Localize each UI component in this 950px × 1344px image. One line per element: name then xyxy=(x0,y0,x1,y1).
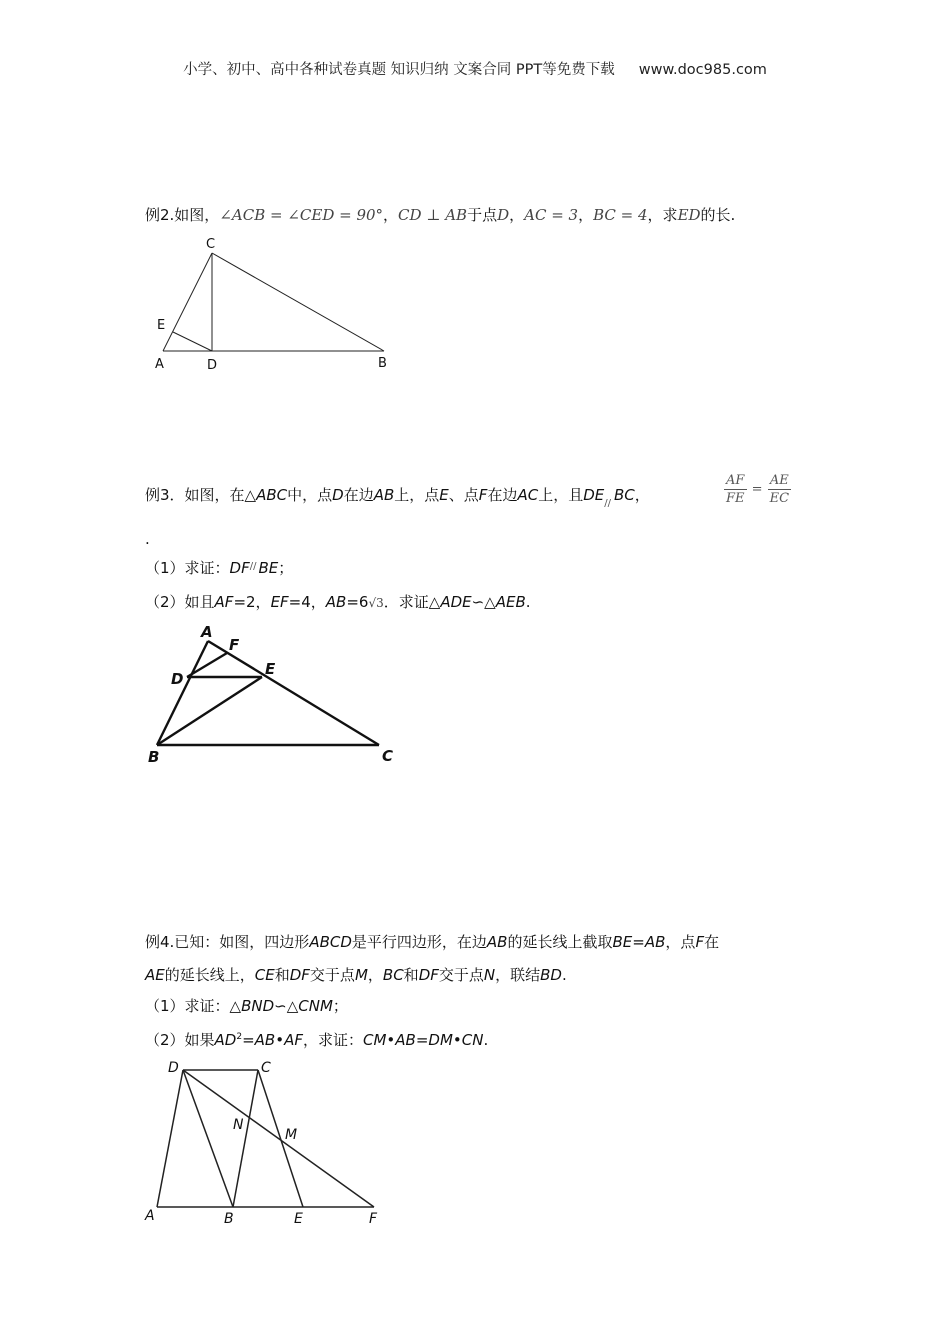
ex4-q2-sup: 2 xyxy=(236,1032,243,1042)
ex3-frac-eq: = xyxy=(751,482,763,497)
ex2-cond4: BC = 4 xyxy=(593,206,648,224)
ex4-q1-end: ； xyxy=(332,997,348,1015)
ex2-sep2: ， xyxy=(509,206,525,224)
ex4-l1-be: BE xyxy=(612,933,633,951)
ex3-q1-parallel: // xyxy=(249,561,257,572)
ex3-t3: 上，点 xyxy=(394,486,440,504)
ex3-label-a: A xyxy=(201,623,213,641)
ex3-q2-af-val: =2， xyxy=(233,593,271,611)
ex4-l2-t7: ，联结 xyxy=(495,966,541,984)
ex4-seg-ad xyxy=(157,1070,183,1207)
ex3-dot: . xyxy=(145,530,150,548)
ex4-l2-bc: BC xyxy=(382,966,404,984)
ex2-label-b: B xyxy=(378,356,387,371)
ex4-label-d: D xyxy=(168,1060,179,1076)
ex3-frac2-den: EC xyxy=(769,491,790,506)
ex3-frac1 xyxy=(724,472,747,507)
ex3-frac2 xyxy=(768,472,791,507)
ex2-target: ED xyxy=(677,206,701,224)
ex3-q2-ab: AB xyxy=(325,593,347,611)
ex4-label-e: E xyxy=(294,1211,303,1227)
ex3-pf: F xyxy=(478,486,488,504)
ex2-lead: 例2.如图， xyxy=(145,206,220,224)
ex3-q2-t1: ADE xyxy=(440,593,472,611)
ex4-l2-end: . xyxy=(561,966,567,984)
ex3-q1-lead: （1）求证： xyxy=(145,559,230,577)
ex4-l1-f: F xyxy=(695,933,705,951)
ex2-label-a: A xyxy=(155,357,164,372)
ex3-q1-b: BE xyxy=(258,559,279,577)
ex4-q2-eq: = xyxy=(242,1031,255,1049)
ex3-q2-t2: AEB xyxy=(495,593,526,611)
ex4-l2-t3: 交于点 xyxy=(309,966,355,984)
ex4-l2-ce: CE xyxy=(254,966,275,984)
ex4-q2-rhs: AB•AF xyxy=(254,1031,303,1049)
ex4-q1-sim: ∽△ xyxy=(274,997,299,1015)
ex3-q2-sim: ∽△ xyxy=(471,593,496,611)
ex3-parallel-sign: // xyxy=(604,498,611,509)
ex2-sep1: ， xyxy=(383,206,399,224)
ex3-q2-lead: （2）如且 xyxy=(145,593,215,611)
ex2-seg-ed xyxy=(173,332,212,351)
ex3-t5: 在边 xyxy=(487,486,518,504)
ex2-ask: ，求 xyxy=(647,206,678,224)
ex2-point-d: D xyxy=(497,206,510,224)
ex4-q2-end: . xyxy=(483,1031,489,1049)
ex4-label-m: M xyxy=(285,1127,298,1143)
ex4-line1 xyxy=(145,931,719,953)
ex4-l1-ab: AB xyxy=(486,933,508,951)
ex3-sab: AB xyxy=(373,486,395,504)
ex3-label-e: E xyxy=(265,660,276,678)
ex3-t6: 上，且 xyxy=(538,486,584,504)
ex4-l2-ae: AE xyxy=(145,966,165,984)
ex3-label-d: D xyxy=(171,670,184,688)
ex3-question xyxy=(145,484,650,515)
ex2-sep3: ， xyxy=(578,206,594,224)
ex3-pe: E xyxy=(439,486,449,504)
ex3-q1-a: DF xyxy=(229,559,250,577)
ex4-l2-t5: 和 xyxy=(403,966,419,984)
ex2-label-d: D xyxy=(207,358,218,373)
ex4-q1-t1: BND xyxy=(241,997,275,1015)
ex3-q2-mid: ．求证△ xyxy=(383,593,441,611)
ex4-l1-t5: 在 xyxy=(704,933,720,951)
ex2-seg-cb xyxy=(212,253,384,351)
ex3-q2-ab-val: =6 xyxy=(346,593,369,611)
ex4-q2-ad: AD xyxy=(214,1031,237,1049)
ex3-t2: 在边 xyxy=(343,486,374,504)
ex4-l2-m: M xyxy=(354,966,368,984)
ex3-fraction-eq xyxy=(724,472,791,507)
ex4-l1-lead: 例4.已知：如图，四边形 xyxy=(145,933,310,951)
ex4-label-f: F xyxy=(369,1211,378,1227)
ex2-label-c: C xyxy=(206,237,216,252)
ex2-cond3: AC = 3 xyxy=(524,206,579,224)
ex4-l2-t1: 的延长线上， xyxy=(164,966,255,984)
ex4-label-b: B xyxy=(224,1211,234,1227)
ex3-lead: 例3．如图，在△ xyxy=(145,486,257,504)
ex4-l2-df2: DF xyxy=(418,966,439,984)
ex4-seg-db xyxy=(183,1070,233,1207)
ex3-seg-ac xyxy=(208,641,379,745)
ex4-q1-t2: CNM xyxy=(298,997,333,1015)
ex3-frac2-num: AE xyxy=(768,472,791,490)
ex4-q1-lead: （1）求证：△ xyxy=(145,997,242,1015)
ex3-q2-af: AF xyxy=(214,593,234,611)
ex4-l1-t3: = xyxy=(632,933,645,951)
ex4-label-a: A xyxy=(145,1208,155,1224)
ex3-q2-sqrt: √3 xyxy=(368,596,384,610)
ex4-q2-lhs2: CM•AB xyxy=(362,1031,416,1049)
ex4-l2-bd: BD xyxy=(540,966,562,984)
ex3-frac1-den: FE xyxy=(726,491,745,506)
ex3-comma: ， xyxy=(634,486,650,504)
ex2-ask-end: 的长. xyxy=(700,206,736,224)
ex3-sac: AC xyxy=(517,486,539,504)
ex3-q1 xyxy=(145,556,293,579)
ex4-l1-t4: ，点 xyxy=(665,933,696,951)
ex4-l1-t2: 的延长线上截取 xyxy=(507,933,613,951)
header-site: www.doc985.com xyxy=(638,62,767,78)
ex3-t1: 中，点 xyxy=(287,486,333,504)
ex3-label-b: B xyxy=(148,748,160,766)
ex4-l2-t6: 交于点 xyxy=(438,966,484,984)
ex4-q1 xyxy=(145,995,348,1017)
ex4-l1-abcd: ABCD xyxy=(309,933,352,951)
ex3-pd: D xyxy=(332,486,344,504)
ex3-t4: 、点 xyxy=(448,486,479,504)
ex3-frac1-num: AF xyxy=(724,472,747,490)
ex4-line2 xyxy=(145,964,567,986)
ex4-l1-t1: 是平行四边形，在边 xyxy=(351,933,487,951)
ex4-q2-eq2: = xyxy=(415,1031,429,1049)
ex3-label-c: C xyxy=(382,747,394,765)
ex2-at-point: 于点 xyxy=(467,206,498,224)
ex4-seg-df xyxy=(183,1070,374,1207)
ex3-q2 xyxy=(145,591,531,614)
ex4-l2-df: DF xyxy=(289,966,310,984)
ex3-sbc: BC xyxy=(614,486,635,504)
ex4-l1-ab2: AB xyxy=(644,933,666,951)
ex4-q2-t: ，求证： xyxy=(302,1031,363,1049)
ex3-q2-end: . xyxy=(525,593,531,611)
ex3-label-f: F xyxy=(229,636,240,654)
ex3-q2-ef-val: =4， xyxy=(288,593,326,611)
ex3-seg-df xyxy=(187,653,227,677)
ex4-q2 xyxy=(145,1026,488,1051)
ex4-l2-n: N xyxy=(483,966,496,984)
ex4-l2-t4: ， xyxy=(367,966,383,984)
ex2-seg-ac xyxy=(163,253,212,351)
ex3-sde: DE xyxy=(583,486,605,504)
ex4-seg-cb xyxy=(233,1070,258,1207)
header-text: 小学、初中、高中各种试卷真题 知识归纳 文案合同 PPT等免费下载 xyxy=(183,62,615,78)
ex3-q1-end: ； xyxy=(278,559,294,577)
ex2-cond1: ∠ACB = ∠CED = 90° xyxy=(219,206,384,224)
ex3-tri: ABC xyxy=(256,486,288,504)
ex4-q2-rhs2: DM•CN xyxy=(428,1031,484,1049)
ex4-label-c: C xyxy=(261,1060,271,1076)
ex2-cond2: CD ⊥ AB xyxy=(398,206,468,224)
ex2-label-e: E xyxy=(157,318,166,333)
ex4-q2-lead: （2）如果 xyxy=(145,1031,215,1049)
ex4-label-n: N xyxy=(233,1117,244,1133)
ex4-l2-t2: 和 xyxy=(274,966,290,984)
ex3-q2-ef: EF xyxy=(270,593,289,611)
